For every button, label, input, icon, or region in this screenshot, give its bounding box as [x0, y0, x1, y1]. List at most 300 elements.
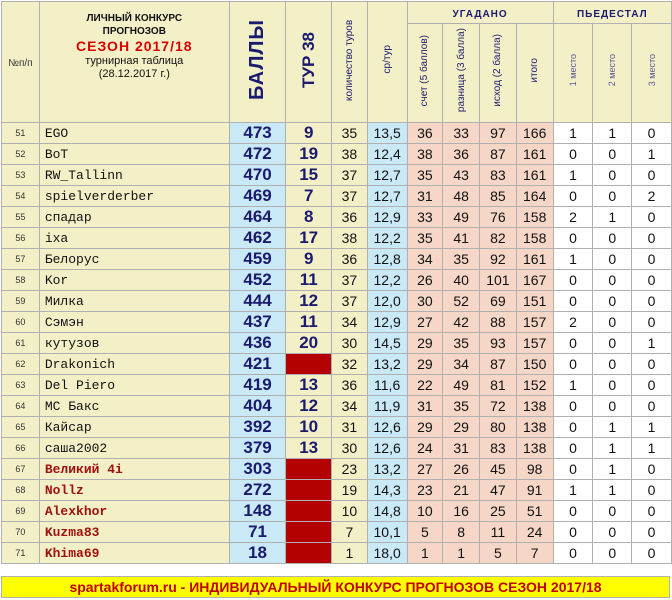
row-number: 71: [2, 543, 40, 564]
place3-cell: 2: [632, 186, 672, 207]
score-cell: 30: [407, 291, 443, 312]
score-cell: 29: [407, 417, 443, 438]
diff-cell: 34: [443, 354, 480, 375]
outcome-cell: 47: [479, 480, 516, 501]
avg-cell: 12,7: [367, 186, 407, 207]
diff-cell: 36: [443, 144, 480, 165]
avg-cell: 13,5: [367, 123, 407, 144]
outcome-cell: 80: [479, 417, 516, 438]
place2-cell: 1: [593, 123, 632, 144]
participant-name: спадар: [39, 207, 229, 228]
place2-header: 2 место: [593, 24, 632, 123]
table-row: [2, 480, 672, 501]
diff-cell: 42: [443, 312, 480, 333]
participant-name: Drakonich: [39, 354, 229, 375]
tours-count-cell: 37: [332, 186, 368, 207]
outcome-cell: 87: [479, 354, 516, 375]
points-cell: 437: [229, 312, 286, 333]
participant-name: Милка: [39, 291, 229, 312]
place2-cell: 0: [593, 165, 632, 186]
outcome-cell: 97: [479, 123, 516, 144]
points-cell: 473: [229, 123, 286, 144]
avg-cell: 12,8: [367, 249, 407, 270]
tours-count-cell: 10: [332, 501, 368, 522]
place1-cell: 1: [553, 375, 593, 396]
row-number: 65: [2, 417, 40, 438]
participant-name: EGO: [39, 123, 229, 144]
place3-cell: 0: [632, 543, 672, 564]
points-header: БАЛЛЫ: [229, 2, 286, 123]
place3-cell: 0: [632, 354, 672, 375]
place2-cell: 1: [593, 207, 632, 228]
participant-name: Alexkhor: [39, 501, 229, 522]
diff-cell: 26: [443, 459, 480, 480]
row-number: 62: [2, 354, 40, 375]
outcome-cell: 82: [479, 228, 516, 249]
standings-table: [1, 1, 672, 564]
points-cell: 452: [229, 270, 286, 291]
tour-cell: 13: [286, 375, 332, 396]
score-cell: 31: [407, 396, 443, 417]
place2-cell: 0: [593, 249, 632, 270]
place1-cell: 0: [553, 438, 593, 459]
row-number: 55: [2, 207, 40, 228]
table-row: [2, 417, 672, 438]
avg-cell: 12,9: [367, 207, 407, 228]
place1-cell: 0: [553, 459, 593, 480]
table-row: [2, 459, 672, 480]
score-cell: 33: [407, 207, 443, 228]
outcome-cell: 11: [479, 522, 516, 543]
table-row: [2, 354, 672, 375]
tour-cell: 20: [286, 333, 332, 354]
tours-count-cell: 37: [332, 291, 368, 312]
row-number: 68: [2, 480, 40, 501]
avg-cell: 11,9: [367, 396, 407, 417]
place3-cell: 1: [632, 333, 672, 354]
diff-cell: 49: [443, 375, 480, 396]
total-cell: 157: [516, 312, 553, 333]
row-number: 67: [2, 459, 40, 480]
place1-cell: 0: [553, 354, 593, 375]
table-row: [2, 207, 672, 228]
avg-cell: 12,4: [367, 144, 407, 165]
tours-count-cell: 30: [332, 438, 368, 459]
total-cell: 152: [516, 375, 553, 396]
total-cell: 150: [516, 354, 553, 375]
score-header: счет (5 баллов): [407, 24, 443, 123]
place2-cell: 0: [593, 354, 632, 375]
tours-count-cell: 36: [332, 375, 368, 396]
outcome-cell: 85: [479, 186, 516, 207]
diff-cell: 16: [443, 501, 480, 522]
score-cell: 38: [407, 144, 443, 165]
total-cell: 161: [516, 165, 553, 186]
place2-cell: 0: [593, 522, 632, 543]
total-cell: 157: [516, 333, 553, 354]
diff-cell: 52: [443, 291, 480, 312]
tours-count-cell: 36: [332, 207, 368, 228]
title-line2: ПРОГНОЗОВ: [102, 26, 166, 37]
total-cell: 24: [516, 522, 553, 543]
outcome-cell: 92: [479, 249, 516, 270]
avg-cell: 18,0: [367, 543, 407, 564]
table-row: [2, 333, 672, 354]
place3-cell: 1: [632, 438, 672, 459]
outcome-cell: 101: [479, 270, 516, 291]
tour-cell: 8: [286, 207, 332, 228]
outcome-cell: 88: [479, 312, 516, 333]
row-number: 70: [2, 522, 40, 543]
tour-cell: 13: [286, 438, 332, 459]
avg-cell: 12,9: [367, 312, 407, 333]
table-row: [2, 186, 672, 207]
outcome-cell: 93: [479, 333, 516, 354]
diff-cell: 43: [443, 165, 480, 186]
avg-cell: 11,6: [367, 375, 407, 396]
outcome-cell: 72: [479, 396, 516, 417]
diff-cell: 49: [443, 207, 480, 228]
place3-cell: 0: [632, 123, 672, 144]
place3-cell: 0: [632, 501, 672, 522]
place2-cell: 0: [593, 186, 632, 207]
row-number: 59: [2, 291, 40, 312]
points-cell: 421: [229, 354, 286, 375]
participant-name: Белорус: [39, 249, 229, 270]
diff-cell: 35: [443, 396, 480, 417]
table-row: [2, 438, 672, 459]
score-cell: 27: [407, 459, 443, 480]
place2-cell: 0: [593, 270, 632, 291]
tours-count-cell: 34: [332, 312, 368, 333]
participant-name: Del Piero: [39, 375, 229, 396]
row-number: 60: [2, 312, 40, 333]
points-cell: 469: [229, 186, 286, 207]
outcome-cell: 5: [479, 543, 516, 564]
tour-cell: [286, 522, 332, 543]
place1-cell: 0: [553, 501, 593, 522]
diff-cell: 35: [443, 249, 480, 270]
tours-count-cell: 38: [332, 228, 368, 249]
place2-cell: 0: [593, 501, 632, 522]
total-cell: 158: [516, 207, 553, 228]
diff-header: разница (3 балла): [443, 24, 480, 123]
row-number: 66: [2, 438, 40, 459]
outcome-cell: 81: [479, 375, 516, 396]
diff-cell: 40: [443, 270, 480, 291]
place1-cell: 0: [553, 228, 593, 249]
participant-name: Кайсар: [39, 417, 229, 438]
score-cell: 36: [407, 123, 443, 144]
row-number: 52: [2, 144, 40, 165]
participant-name: spielverderber: [39, 186, 229, 207]
total-cell: 138: [516, 396, 553, 417]
place3-cell: 0: [632, 522, 672, 543]
tour-cell: 11: [286, 312, 332, 333]
tours-count-cell: 1: [332, 543, 368, 564]
place3-cell: 0: [632, 228, 672, 249]
tour-cell: 19: [286, 144, 332, 165]
points-cell: 462: [229, 228, 286, 249]
place3-cell: 0: [632, 291, 672, 312]
points-cell: 148: [229, 501, 286, 522]
outcome-cell: 87: [479, 144, 516, 165]
score-cell: 34: [407, 249, 443, 270]
date-label: (28.12.2017 г.): [98, 68, 170, 80]
tours-count-cell: 31: [332, 417, 368, 438]
score-cell: 27: [407, 312, 443, 333]
outcome-cell: 76: [479, 207, 516, 228]
table-row: [2, 312, 672, 333]
tour-cell: [286, 459, 332, 480]
place1-cell: 1: [553, 165, 593, 186]
tour-cell: 15: [286, 165, 332, 186]
points-cell: 404: [229, 396, 286, 417]
row-number: 57: [2, 249, 40, 270]
season-label: СЕЗОН 2017/18: [76, 38, 193, 54]
score-cell: 26: [407, 270, 443, 291]
tour-cell: 12: [286, 291, 332, 312]
score-cell: 22: [407, 375, 443, 396]
total-cell: 138: [516, 417, 553, 438]
tour-cell: [286, 480, 332, 501]
place2-cell: 0: [593, 396, 632, 417]
tour-header: ТУР 38: [286, 2, 332, 123]
tours-count-cell: 30: [332, 333, 368, 354]
points-cell: 459: [229, 249, 286, 270]
place1-cell: 1: [553, 249, 593, 270]
participant-name: Khima69: [39, 543, 229, 564]
place2-cell: 0: [593, 228, 632, 249]
place3-cell: 0: [632, 270, 672, 291]
diff-cell: 48: [443, 186, 480, 207]
place1-cell: 0: [553, 396, 593, 417]
points-cell: 436: [229, 333, 286, 354]
avg-cell: 12,0: [367, 291, 407, 312]
place1-cell: 1: [553, 480, 593, 501]
participant-name: RW_Tallinn: [39, 165, 229, 186]
avg-cell: 13,2: [367, 354, 407, 375]
row-number: 56: [2, 228, 40, 249]
outcome-cell: 69: [479, 291, 516, 312]
table-row: [2, 144, 672, 165]
points-cell: 419: [229, 375, 286, 396]
participant-name: MC Бакс: [39, 396, 229, 417]
avg-cell: 13,2: [367, 459, 407, 480]
points-cell: 444: [229, 291, 286, 312]
participant-name: Сэмэн: [39, 312, 229, 333]
place1-cell: 0: [553, 291, 593, 312]
score-cell: 29: [407, 354, 443, 375]
tour-cell: 7: [286, 186, 332, 207]
row-number: 53: [2, 165, 40, 186]
diff-cell: 41: [443, 228, 480, 249]
place2-cell: 1: [593, 438, 632, 459]
tours-count-cell: 38: [332, 144, 368, 165]
header-row-top: [2, 2, 672, 24]
row-number: 54: [2, 186, 40, 207]
tours-count-cell: 34: [332, 396, 368, 417]
score-cell: 31: [407, 186, 443, 207]
total-cell: 151: [516, 291, 553, 312]
table-row: [2, 522, 672, 543]
diff-cell: 35: [443, 333, 480, 354]
score-cell: 24: [407, 438, 443, 459]
diff-cell: 21: [443, 480, 480, 501]
outcome-cell: 45: [479, 459, 516, 480]
score-cell: 10: [407, 501, 443, 522]
tour-cell: 9: [286, 123, 332, 144]
avg-cell: 12,2: [367, 270, 407, 291]
points-cell: 303: [229, 459, 286, 480]
points-cell: 18: [229, 543, 286, 564]
tours-count-header: количество туров: [332, 2, 368, 123]
place3-cell: 0: [632, 249, 672, 270]
table-row: [2, 270, 672, 291]
table-row: [2, 501, 672, 522]
guessed-header: УГАДАНО: [407, 2, 553, 24]
podium-header: ПЬЕДЕСТАЛ: [553, 2, 671, 24]
diff-cell: 33: [443, 123, 480, 144]
tours-count-cell: 7: [332, 522, 368, 543]
total-cell: 7: [516, 543, 553, 564]
table-row: [2, 543, 672, 564]
total-cell: 161: [516, 249, 553, 270]
points-cell: 472: [229, 144, 286, 165]
place3-header: 3 место: [632, 24, 672, 123]
total-cell: 138: [516, 438, 553, 459]
outcome-cell: 25: [479, 501, 516, 522]
subtitle: турнирная таблица: [85, 55, 184, 67]
tours-count-cell: 37: [332, 165, 368, 186]
place2-cell: 0: [593, 333, 632, 354]
total-cell: 91: [516, 480, 553, 501]
points-cell: 470: [229, 165, 286, 186]
footer-banner: spartakforum.ru - ИНДИВИДУАЛЬНЫЙ КОНКУРС ПРОГНОЗОВ СЕЗОН 2017/18: [1, 576, 670, 598]
place1-cell: 1: [553, 123, 593, 144]
row-number: 64: [2, 396, 40, 417]
place1-cell: 2: [553, 312, 593, 333]
score-cell: 35: [407, 228, 443, 249]
tour-cell: 9: [286, 249, 332, 270]
place3-cell: 0: [632, 312, 672, 333]
place3-cell: 1: [632, 144, 672, 165]
place2-cell: 0: [593, 144, 632, 165]
tour-cell: [286, 543, 332, 564]
place2-cell: 1: [593, 480, 632, 501]
diff-cell: 29: [443, 417, 480, 438]
table-row: [2, 249, 672, 270]
avg-cell: 12,7: [367, 165, 407, 186]
place1-cell: 0: [553, 543, 593, 564]
title-line1: ЛИЧНЫЙ КОНКУРС: [86, 13, 183, 24]
avg-header: ср/тур: [367, 2, 407, 123]
tour-cell: 11: [286, 270, 332, 291]
place1-cell: 0: [553, 522, 593, 543]
place3-cell: 0: [632, 165, 672, 186]
tours-count-cell: 19: [332, 480, 368, 501]
score-cell: 5: [407, 522, 443, 543]
row-number: 58: [2, 270, 40, 291]
place2-cell: 0: [593, 291, 632, 312]
place3-cell: 0: [632, 396, 672, 417]
place3-cell: 1: [632, 417, 672, 438]
points-cell: 464: [229, 207, 286, 228]
number-header: №п/п: [2, 2, 40, 123]
place1-cell: 0: [553, 333, 593, 354]
tours-count-cell: 37: [332, 270, 368, 291]
score-cell: 23: [407, 480, 443, 501]
participant-name: Великий 4i: [39, 459, 229, 480]
total-cell: 164: [516, 186, 553, 207]
tour-cell: 10: [286, 417, 332, 438]
participant-name: саша2002: [39, 438, 229, 459]
participant-name: BoT: [39, 144, 229, 165]
diff-cell: 8: [443, 522, 480, 543]
place1-cell: 0: [553, 186, 593, 207]
table-row: [2, 291, 672, 312]
row-number: 69: [2, 501, 40, 522]
diff-cell: 1: [443, 543, 480, 564]
total-cell: 167: [516, 270, 553, 291]
score-cell: 29: [407, 333, 443, 354]
row-number: 51: [2, 123, 40, 144]
row-number: 63: [2, 375, 40, 396]
total-header: итого: [516, 24, 553, 123]
avg-cell: 14,3: [367, 480, 407, 501]
tour-cell: 17: [286, 228, 332, 249]
tour-cell: [286, 501, 332, 522]
place2-cell: 0: [593, 312, 632, 333]
points-cell: 392: [229, 417, 286, 438]
total-cell: 98: [516, 459, 553, 480]
place1-cell: 0: [553, 417, 593, 438]
outcome-header: исход (2 балла): [479, 24, 516, 123]
tour-cell: [286, 354, 332, 375]
table-row: [2, 375, 672, 396]
points-cell: 272: [229, 480, 286, 501]
place1-cell: 0: [553, 144, 593, 165]
participant-name: Kor: [39, 270, 229, 291]
place3-cell: 0: [632, 480, 672, 501]
tours-count-cell: 36: [332, 249, 368, 270]
tours-count-cell: 23: [332, 459, 368, 480]
place3-cell: 0: [632, 207, 672, 228]
place1-cell: 0: [553, 270, 593, 291]
avg-cell: 14,5: [367, 333, 407, 354]
diff-cell: 31: [443, 438, 480, 459]
avg-cell: 12,6: [367, 438, 407, 459]
score-cell: 1: [407, 543, 443, 564]
avg-cell: 10,1: [367, 522, 407, 543]
tours-count-cell: 32: [332, 354, 368, 375]
points-cell: 71: [229, 522, 286, 543]
place2-cell: 0: [593, 543, 632, 564]
total-cell: 158: [516, 228, 553, 249]
participant-name: ixa: [39, 228, 229, 249]
title-block: [39, 2, 229, 123]
tours-count-cell: 35: [332, 123, 368, 144]
participant-name: Kuzma83: [39, 522, 229, 543]
outcome-cell: 83: [479, 165, 516, 186]
avg-cell: 12,6: [367, 417, 407, 438]
place1-header: 1 место: [553, 24, 593, 123]
place2-cell: 1: [593, 417, 632, 438]
place2-cell: 1: [593, 459, 632, 480]
avg-cell: 12,2: [367, 228, 407, 249]
total-cell: 51: [516, 501, 553, 522]
place3-cell: 0: [632, 375, 672, 396]
